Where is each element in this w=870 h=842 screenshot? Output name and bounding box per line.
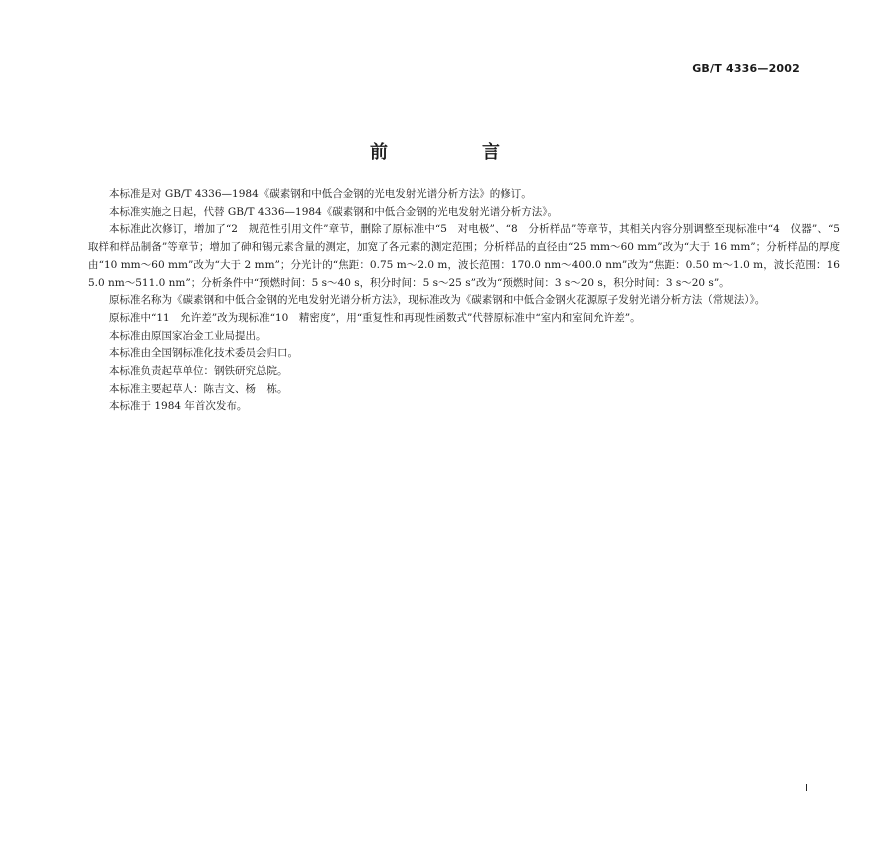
standard-code: GB/T 4336—2002: [692, 62, 800, 75]
paragraph-10: 本标准于 1984 年首次发布。: [109, 400, 248, 413]
foreword-body: [88, 186, 851, 416]
paragraph-3: 本标准此次修订，增加了“2 规范性引用文件”章节，删除了原标准中“5 对电极”、“8 分析样品”等章节，其相关内容分别调整至现标准中“4 仪器”、“5 取样和样品制备”等章节；增加了砷和锡元素含量的测定，加宽了各元素的测定范围；分析样品的直径由“25 mm～60 mm”改为“大于 16 mm”；分析样品的厚度由“10 mm～60 mm”改为“大于 2 mm”；分光计的“焦距：0.75 m～2.0 m，波长范围：170.0 nm～400.0 nm”改为“焦距：0.50 m～1.0 m，波长范围：165.0 nm～511.0 nm”；分析条件中“预燃时间：5 s～40 s，积分时间：5 s～25 s”改为“预燃时间：3 s～20 s，积分时间：3 s～20 s”。: [88, 223, 851, 289]
page-number: I: [805, 783, 808, 794]
paragraph-9: 本标准主要起草人：陈吉文、杨 栋。: [109, 382, 288, 395]
paragraph-4: 原标准名称为《碳素钢和中低合金钢的光电发射光谱分析方法》，现标准改为《碳素钢和中低合金钢火花源原子发射光谱分析方法（常规法）》。: [109, 294, 766, 307]
paragraph-2: 本标准实施之日起，代替 GB/T 4336—1984《碳素钢和中低合金钢的光电发射光谱分析方法》。: [109, 205, 559, 218]
paragraph-8: 本标准负责起草单位：钢铁研究总院。: [109, 365, 288, 378]
paragraph-5: 原标准中“11 允许差”改为现标准“10 精密度”，用“重复性和再现性函数式”代替原标准中“室内和室间允许差”。: [109, 311, 641, 324]
paragraph-6: 本标准由原国家冶金工业局提出。: [109, 329, 267, 342]
page-title: 前 言: [370, 142, 538, 163]
paragraph-1: 本标准是对 GB/T 4336—1984《碳素钢和中低合金钢的光电发射光谱分析方法》的修订。: [109, 188, 532, 200]
paragraph-7: 本标准由全国钢标准化技术委员会归口。: [109, 347, 298, 360]
